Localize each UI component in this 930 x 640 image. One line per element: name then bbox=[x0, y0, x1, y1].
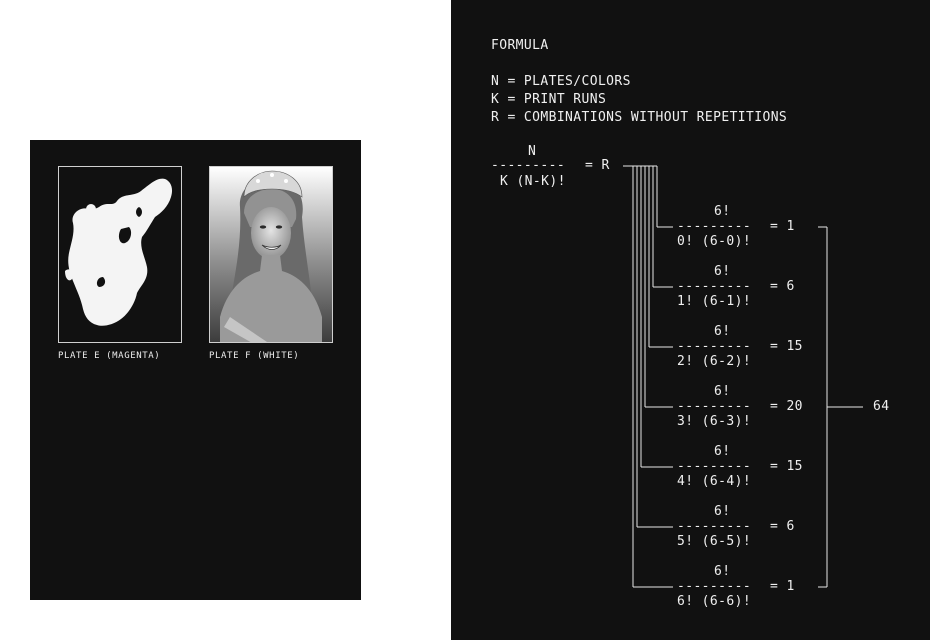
term-numerator: 6! bbox=[714, 504, 731, 519]
term-result: = 15 bbox=[770, 459, 803, 474]
term-result: = 6 bbox=[770, 279, 795, 294]
plate-f-frame bbox=[209, 166, 333, 343]
term-result: = 15 bbox=[770, 339, 803, 354]
main-equals: = R bbox=[585, 158, 610, 173]
term-result: = 1 bbox=[770, 579, 795, 594]
term-numerator: 6! bbox=[714, 444, 731, 459]
map-silhouette-image bbox=[59, 167, 182, 343]
total-value: 64 bbox=[873, 399, 890, 414]
main-numerator: N bbox=[528, 144, 537, 159]
term-numerator: 6! bbox=[714, 384, 731, 399]
term-denominator: 6! (6-6)! bbox=[677, 594, 752, 609]
term-denominator: 3! (6-3)! bbox=[677, 414, 752, 429]
term-fraction-bar: --------- bbox=[677, 519, 752, 534]
term-numerator: 6! bbox=[714, 264, 731, 279]
definition-k: K = PRINT RUNS bbox=[491, 92, 607, 107]
definition-r: R = COMBINATIONS WITHOUT REPETITIONS bbox=[491, 110, 788, 125]
term-result: = 20 bbox=[770, 399, 803, 414]
term-fraction-bar: --------- bbox=[677, 219, 752, 234]
term-numerator: 6! bbox=[714, 324, 731, 339]
connector-lines bbox=[451, 0, 930, 640]
term-denominator: 0! (6-0)! bbox=[677, 234, 752, 249]
left-page bbox=[30, 140, 361, 600]
main-fraction-bar: --------- bbox=[491, 158, 566, 173]
term-result: = 1 bbox=[770, 219, 795, 234]
term-fraction-bar: --------- bbox=[677, 339, 752, 354]
term-denominator: 2! (6-2)! bbox=[677, 354, 752, 369]
formula-page bbox=[451, 0, 930, 640]
term-denominator: 1! (6-1)! bbox=[677, 294, 752, 309]
main-denominator: K (N-K)! bbox=[500, 174, 566, 189]
term-fraction-bar: --------- bbox=[677, 579, 752, 594]
term-fraction-bar: --------- bbox=[677, 399, 752, 414]
portrait-image bbox=[210, 167, 333, 343]
plate-e-frame bbox=[58, 166, 182, 343]
term-denominator: 5! (6-5)! bbox=[677, 534, 752, 549]
formula-heading: FORMULA bbox=[491, 38, 549, 53]
term-result: = 6 bbox=[770, 519, 795, 534]
term-denominator: 4! (6-4)! bbox=[677, 474, 752, 489]
plate-e-caption: PLATE E (MAGENTA) bbox=[58, 351, 161, 361]
term-fraction-bar: --------- bbox=[677, 459, 752, 474]
term-fraction-bar: --------- bbox=[677, 279, 752, 294]
definition-n: N = PLATES/COLORS bbox=[491, 74, 631, 89]
plate-f-caption: PLATE F (WHITE) bbox=[209, 351, 300, 361]
term-numerator: 6! bbox=[714, 204, 731, 219]
term-numerator: 6! bbox=[714, 564, 731, 579]
